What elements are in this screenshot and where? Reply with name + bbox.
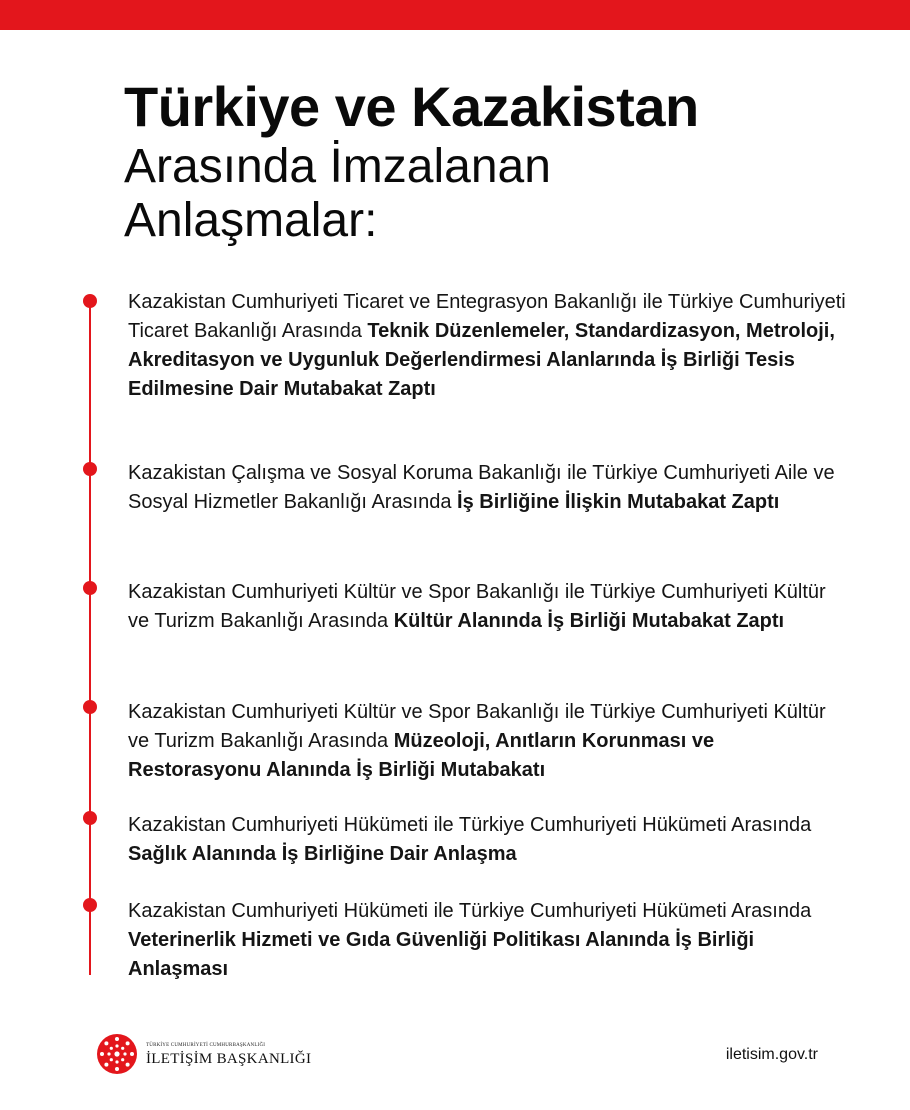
agreement-title: Kültür Alanında İş Birliği Mutabakat Zaptı: [393, 610, 785, 632]
title-line-1: Türkiye ve Kazakistan: [124, 75, 699, 138]
agreement-title: Veterinerlik Hizmeti ve Gıda Güvenliği Politikası Alanında İş Birliği Anlaşması: [128, 929, 755, 980]
timeline-dot: [83, 898, 97, 912]
agreement-parties: Kazakistan Cumhuriyeti Kültür ve Spor Bakanlığı ile Türkiye Cumhuriyeti Kültür ve Turizm Bakanlığı Arasında: [128, 581, 826, 632]
agreement-title: Müzeoloji, Anıtların Korunması ve Restorasyonu Alanında İş Birliği Mutabakatı: [128, 730, 715, 781]
communications-directorate-logo-icon: [96, 1033, 138, 1075]
list-item: [128, 578, 848, 636]
timeline-dot: [83, 294, 97, 308]
list-item: [128, 698, 848, 785]
timeline-dot: [83, 581, 97, 595]
logo-subtitle: TÜRKİYE CUMHURİYETİ CUMHURBAŞKANLIĞI: [146, 1043, 266, 1048]
footer-logo: [96, 1030, 316, 1080]
agreement-parties: Kazakistan Çalışma ve Sosyal Koruma Bakanlığı ile Türkiye Cumhuriyeti Aile ve Sosyal Hizmetler Bakanlığı Arasında: [128, 462, 835, 513]
list-item: [128, 811, 848, 869]
list-item: [128, 288, 848, 404]
agreement-parties: Kazakistan Cumhuriyeti Hükümeti ile Türkiye Cumhuriyeti Hükümeti Arasında: [128, 900, 812, 922]
timeline-dot: [83, 811, 97, 825]
agreement-title: Sağlık Alanında İş Birliğine Dair Anlaşma: [128, 843, 517, 865]
list-item: [128, 459, 848, 517]
timeline-dot: [83, 462, 97, 476]
agreement-parties: Kazakistan Cumhuriyeti Kültür ve Spor Bakanlığı ile Türkiye Cumhuriyeti Kültür ve Turizm Bakanlığı Arasında: [128, 701, 826, 752]
logo-name: İLETİŞİM BAŞKANLIĞI: [146, 1051, 312, 1067]
agreement-parties: Kazakistan Cumhuriyeti Hükümeti ile Türkiye Cumhuriyeti Hükümeti Arasında: [128, 814, 812, 836]
title-line-2: Arasında İmzalanan: [124, 140, 551, 193]
agreement-title: Teknik Düzenlemeler, Standardizasyon, Metroloji, Akreditasyon ve Uygunluk Değerlendirmesi Alanlarında İş Birliği Tesis Edilmesine Dair Mutabakat Zaptı: [128, 320, 835, 400]
agreement-parties: Kazakistan Cumhuriyeti Ticaret ve Entegrasyon Bakanlığı ile Türkiye Cumhuriyeti Ticaret Bakanlığı Arasında: [128, 291, 846, 342]
list-item: [128, 897, 848, 984]
agreement-title: İş Birliğine İlişkin Mutabakat Zaptı: [457, 491, 780, 513]
timeline-dot: [83, 700, 97, 714]
footer-url: iletisim.gov.tr: [725, 1046, 818, 1063]
title-line-3: Anlaşmalar:: [124, 194, 378, 247]
